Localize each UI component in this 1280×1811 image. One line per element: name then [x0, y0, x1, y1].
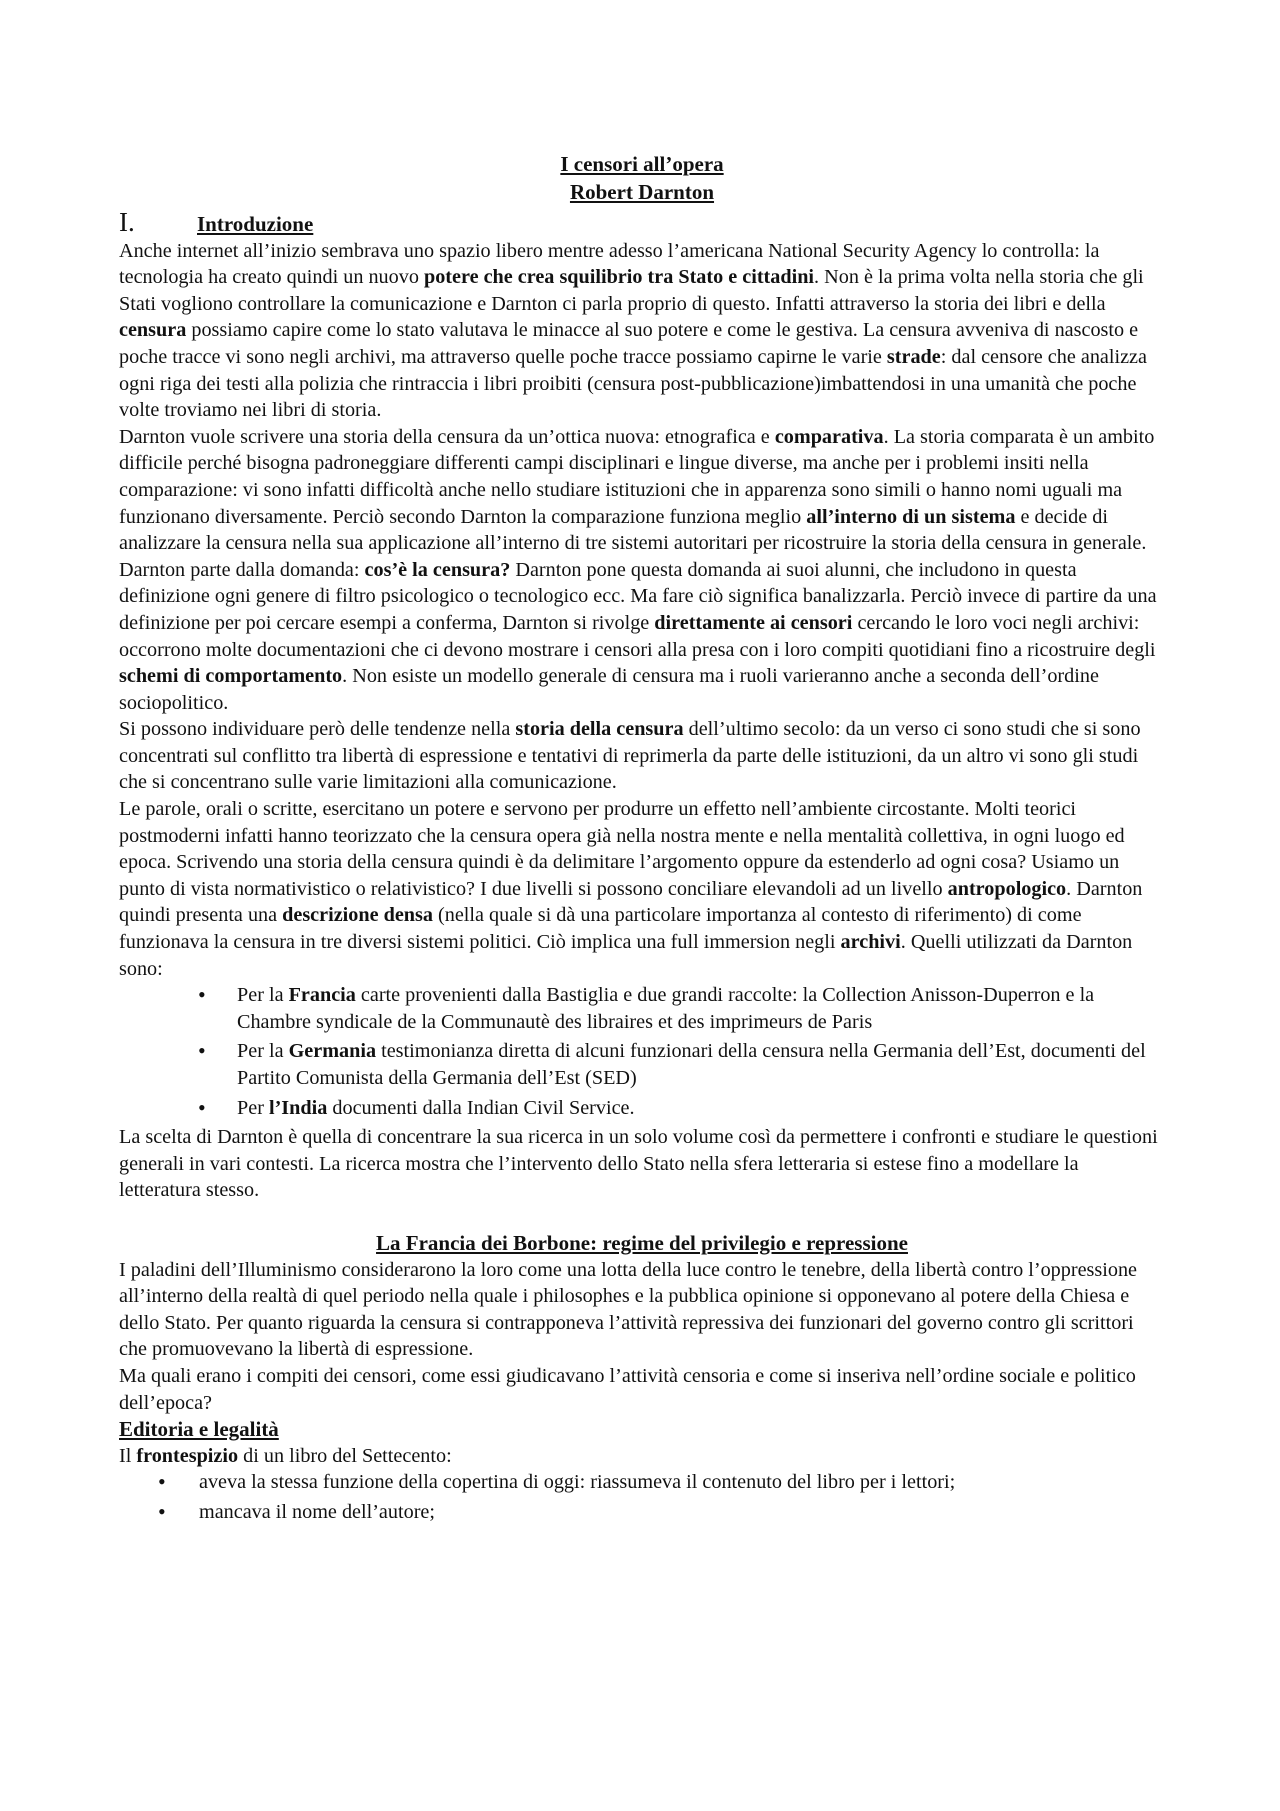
subheading: Editoria e legalità	[119, 1417, 279, 1442]
text-run: . Quelli utilizzati da Darnton sono:	[119, 931, 1133, 980]
text-run: . Darnton quindi presenta una	[119, 877, 1143, 927]
text-run: aveva la stessa funzione della copertina di oggi: riassumeva il contenuto del libro per i lettori;	[199, 1471, 956, 1494]
bold-run: all’interno di un sistema	[806, 505, 1016, 528]
paragraph	[119, 796, 1165, 982]
text-run: possiamo capire come lo stato valutava le minacce al suo potere e come le gestiva. La censura avveniva di nascosto e poche tracce vi sono negli archivi, ma attraverso quelle poche tracce possiamo capirne le varie	[119, 319, 1139, 368]
text-run: . Non è la prima volta nella storia che gli Stati vogliono controllare la comunicazione e Darnton ci parla proprio di questo. Infatti attraverso la storia dei libri e della	[119, 266, 1144, 315]
text-run: Anche internet all’inizio sembrava uno spazio libero mentre adesso l’americana National Security Agency lo controlla: la tecnologia ha creato quindi un nuovo	[119, 239, 1100, 289]
text-run: Si possono individuare però delle tendenze nella	[119, 718, 516, 741]
paragraph	[119, 238, 1165, 424]
text-run: : dal censore che analizza ogni riga dei testi alla polizia che rintraccia i libri proibiti (censura post-pubblicazione)imbattendosi in una umanità che poche volte troviamo nei libri di storia.	[119, 345, 1147, 422]
bold-run: schemi di comportamento	[119, 665, 343, 688]
bold-run: storia della censura	[515, 718, 684, 741]
text-run: Le parole, orali o scritte, esercitano un potere e servono per produrre un effetto nell’ambiente circostante. Molti teorici postmoderni infatti hanno teorizzato che la censura opera già nella nostra mente e nella mentalità collettiva, in ogni luogo ed epoca. Scrivendo una storia della censura quindi è da delimitare l’argomento oppure da estenderlo ad ogni cosa? Usiamo un punto di vista normativistico o relativistico? I due livelli si possono conciliare elevandoli ad un livello	[119, 798, 1125, 900]
bold-run: Germania	[288, 1040, 377, 1063]
paragraph: La scelta di Darnton è quella di concentrare la sua ricerca in un solo volume così da permettere i confronti e studiare le questioni generali in vari contesti. La ricerca mostra che l’intervento dello Stato nella sfera letteraria si estese fino a modellare la letteratura stesso.	[119, 1126, 1158, 1202]
text-run: Il	[119, 1444, 137, 1467]
bullet-icon: •	[158, 1498, 166, 1524]
list-item	[119, 982, 1165, 1035]
text-run: Per	[237, 1096, 269, 1119]
bold-run: direttamente ai censori	[654, 611, 853, 634]
paragraph	[119, 1443, 1165, 1470]
document-author: Robert Darnton	[569, 180, 715, 204]
text-run: Darnton parte dalla domanda:	[119, 558, 365, 581]
text-run: Darnton pone questa domanda ai suoi alunni, che includono in questa definizione ogni genere di filtro psicologico o tecnologico ecc. Ma fare ciò significa banalizzarla. Perciò invece di partire da una definizione per poi cercare esempi a conferma, Darnton si rivolge	[119, 558, 1157, 634]
bold-run: cos’è la censura?	[364, 558, 511, 581]
text-run: . La storia comparata è un ambito difficile perché bisogna padroneggiare differenti campi disciplinari e lingue diverse, ma anche per i problemi insiti nella comparazione: vi sono infatti difficoltà anche nello studiare istituzioni che in apparenza sono simili o hanno nomi uguali ma funzionano diversamente. Perciò secondo Darnton la comparazione funziona meglio	[119, 425, 1155, 528]
paragraph	[119, 716, 1165, 796]
bold-run: descrizione densa	[282, 904, 433, 927]
text-run: e decide di analizzare la censura nella sua applicazione all’interno di tre sistemi autoritari per ricostruire la storia della censura in generale.	[119, 505, 1147, 555]
paragraph: Ma quali erano i compiti dei censori, come essi giudicavano l’attività censoria e come si inseriva nell’ordine sociale e politico dell’epoca?	[119, 1364, 1136, 1414]
section-title: Introduzione	[197, 212, 314, 236]
text-run: cercando le loro voci negli archivi: occorrono molte documentazioni che ci devono mostrare i censori alla presa con i loro compiti quotidiani fino a ricostruire degli	[119, 611, 1156, 661]
bold-run: frontespizio	[136, 1444, 239, 1467]
bold-run: antropologico	[947, 877, 1067, 900]
text-run: documenti dalla Indian Civil Service.	[327, 1096, 635, 1119]
bullet-icon: •	[198, 982, 206, 1008]
list-item	[119, 1499, 1165, 1526]
text-run: (nella quale si dà una particolare importanza al contesto di riferimento) di come funzionava la censura in tre diversi sistemi politici. Ciò implica una full immersion negli	[119, 904, 1082, 954]
paragraph	[119, 557, 1165, 717]
text-run: Per la	[237, 1040, 289, 1063]
text-run: . Non esiste un modello generale di censura ma i ruoli varieranno anche a seconda dell’ordine sociopolitico.	[119, 665, 1099, 714]
text-run: Per la	[237, 984, 289, 1007]
document-title: I censori all’opera	[560, 152, 724, 176]
bold-run: potere che crea squilibrio tra Stato e cittadini	[423, 266, 815, 289]
paragraph	[119, 424, 1165, 557]
list-item	[119, 1038, 1165, 1091]
document-content	[119, 150, 1165, 1529]
text-run: mancava il nome dell’autore;	[199, 1500, 435, 1523]
bold-run: archivi	[840, 931, 901, 954]
text-run: Darnton vuole scrivere una storia della censura da un’ottica nuova: etnografica e	[119, 425, 775, 448]
bold-run: strade	[886, 345, 941, 368]
list-item	[119, 1469, 1165, 1496]
section-numeral: I.	[119, 207, 135, 237]
section2-heading	[119, 1230, 1165, 1257]
bullet-icon: •	[158, 1469, 166, 1495]
section2-title: La Francia dei Borbone: regime del privilegio e repressione	[376, 1230, 908, 1255]
bold-run: comparativa	[774, 425, 884, 448]
text-run: testimonianza diretta di alcuni funzionari della censura nella Germania dell’Est, documenti del Partito Comunista della Germania dell’Est (SED)	[237, 1040, 1146, 1089]
bold-run: Francia	[288, 984, 356, 1007]
paragraph: I paladini dell’Illuminismo considerarono la loro come una lotta della luce contro le tenebre, della libertà contro l’oppressione all’interno della realtà di quel periodo nella quale i philosophes e la pubblica opinione si opponevano al potere della Chiesa e dello Stato. Per quanto riguarda la censura si contrapponeva l’attività repressiva dei funzionari del governo contro gli scrittori che promuovevano la libertà di espressione.	[119, 1258, 1137, 1361]
text-run: di un libro del Settecento:	[238, 1444, 452, 1467]
title-block	[119, 150, 1165, 206]
archive-list	[119, 982, 1165, 1121]
list-item	[119, 1095, 1165, 1122]
bold-run: l’India	[268, 1096, 328, 1119]
bullet-icon: •	[198, 1038, 206, 1064]
bold-run: censura	[119, 319, 187, 342]
text-run: dell’ultimo secolo: da un verso ci sono studi che si sono concentrati sul conflitto tra libertà di espressione e tentativi di reprimerla da parte delle istituzioni, da un altro vi sono gli studi che si concentrano sulle varie limitazioni alla comunicazione.	[119, 718, 1141, 794]
frontispiece-list	[119, 1469, 1165, 1525]
text-run: carte provenienti dalla Bastiglia e due grandi raccolte: la Collection Anisson-Duperron e la Chambre syndicale de la Communautè des libraires et des imprimeurs de Paris	[237, 984, 1095, 1033]
bullet-icon: •	[198, 1094, 206, 1120]
section-heading	[119, 208, 1165, 238]
